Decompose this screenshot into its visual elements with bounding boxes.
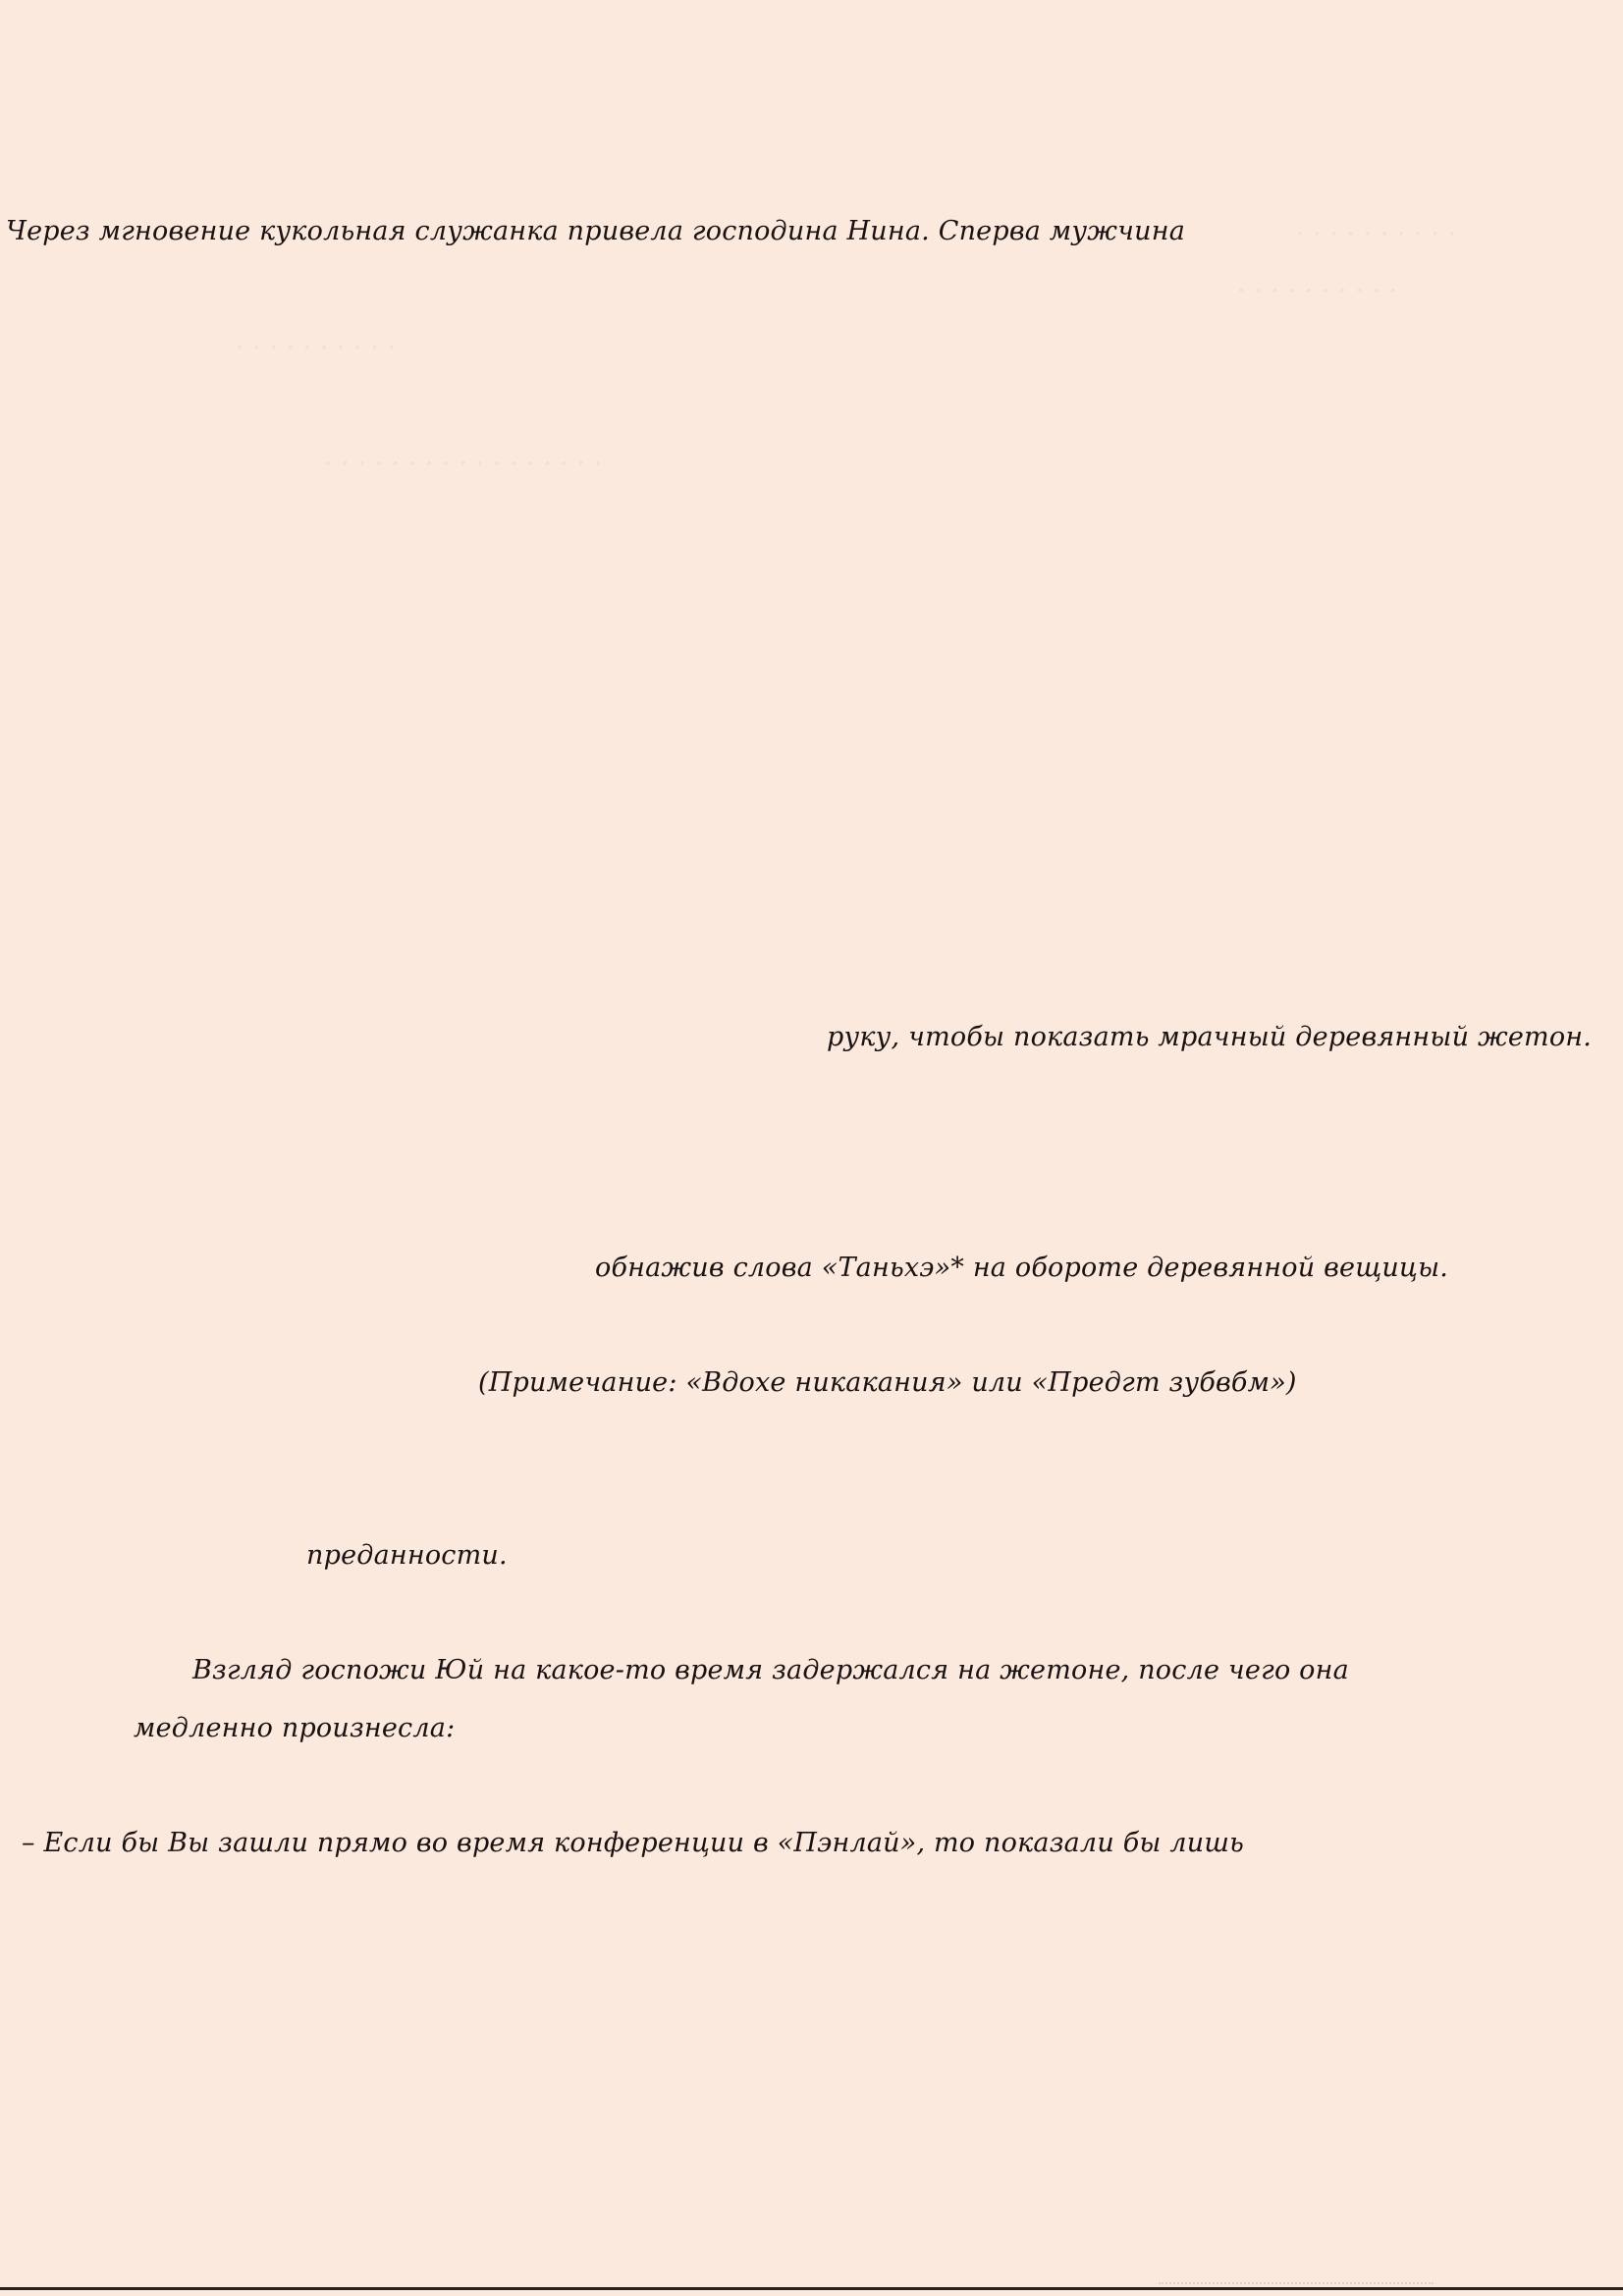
- page-divider-dots: [1159, 2282, 1434, 2286]
- text-line: медленно произнесла:: [134, 1713, 456, 1743]
- text-line: руку, чтобы показать мрачный деревянный жетон.: [827, 1022, 1593, 1052]
- text-line: Через мгновение кукольная служанка привела господина Нина. Сперва мужчина: [6, 216, 1186, 246]
- document-page: · · · · · · · · · · · · · · · · · · · · · · · · · · · · · · · · · · · · · · · · · · · · · · · Через мгновение кукольная служанка привела господина Нина. Сперва мужчина руку, чтобы показать мрачный деревянный жетон. обнажив слова «Таньхэ»* на обороте деревянной вещицы. (Примечание: «Вдохе никакания» или «Предгт зубвбм») преданности. Взгляд госпожи Юй на какое-то время задержался на жетоне, после чего она медленно произнесла: – Если бы Вы зашли прямо во время конференции в «Пэнлай», то показали бы лишь: [0, 0, 1623, 2296]
- text-line: обнажив слова «Таньхэ»* на обороте деревянной вещицы.: [595, 1253, 1449, 1283]
- page-bottom-rule: [0, 2287, 1623, 2290]
- footnote: (Примечание: «Вдохе никакания» или «Предгт зубвбм»): [478, 1367, 1297, 1398]
- text-line: Взгляд госпожи Юй на какое-то время задержался на жетоне, после чего она: [192, 1655, 1349, 1685]
- text-line: – Если бы Вы зашли прямо во время конференции в «Пэнлай», то показали бы лишь: [22, 1828, 1245, 1858]
- text-line: преданности.: [306, 1540, 508, 1571]
